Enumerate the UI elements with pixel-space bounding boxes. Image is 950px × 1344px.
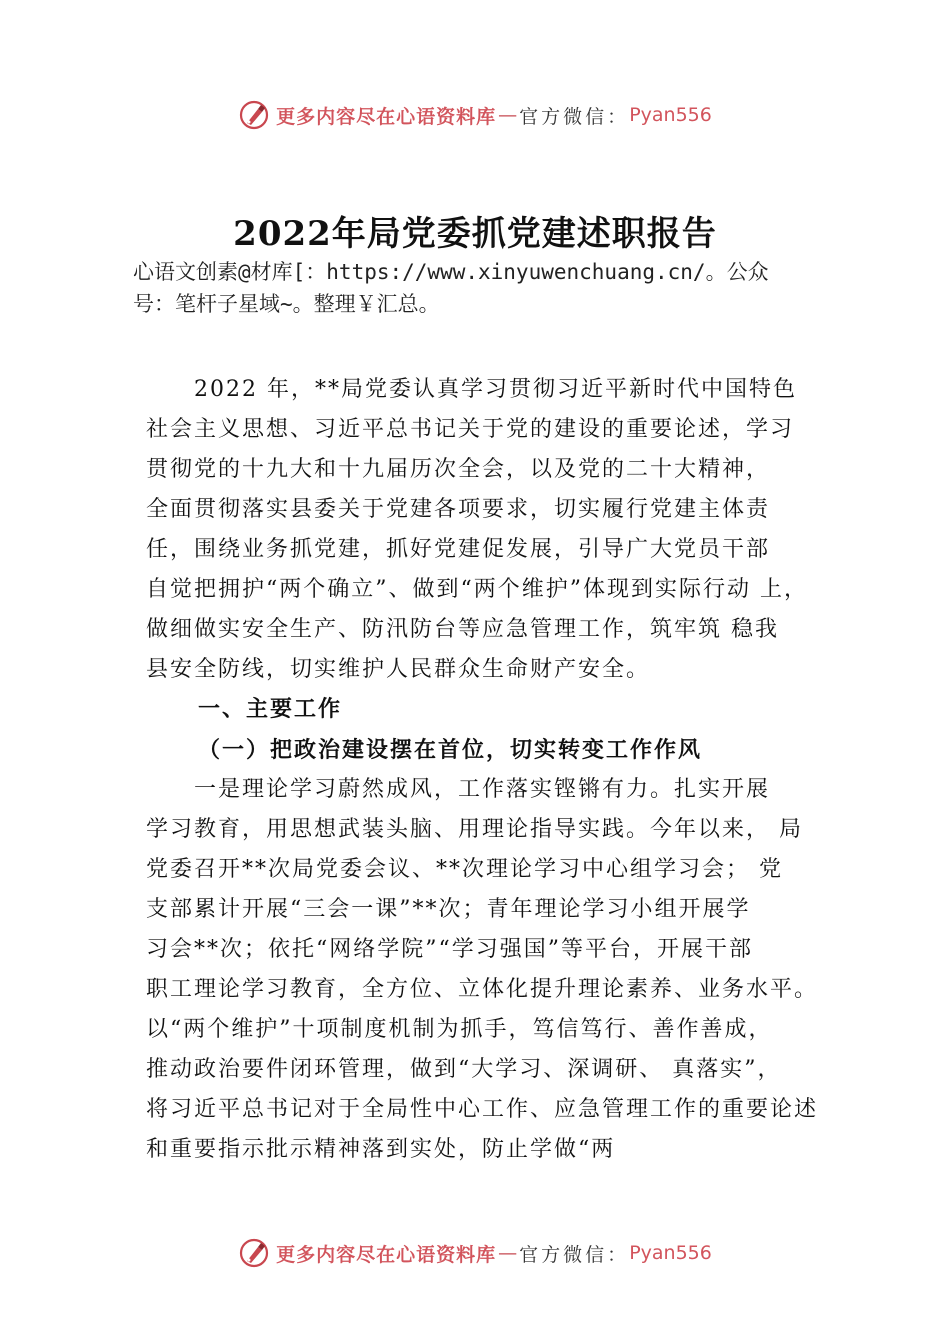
body-line: 职工理论学习教育，全方位、立体化提升理论素养、业务水平。 [146,977,819,1002]
watermark-separator: — [498,104,518,126]
watermark-brand: 更多内容尽在心语资料库 [276,105,497,128]
body-line: 推动政治要件闭环管理，做到“大学习、深调研、 真落实”， [146,1057,782,1082]
watermark-header [0,95,950,135]
watermark-separator: — [498,1242,518,1264]
section-heading: 一、主要工作 [198,697,343,722]
source-note [133,256,833,320]
watermark-footer [0,1233,950,1273]
body-line: 将习近平总书记对于全局性中心工作、应急管理工作的重要论述 [146,1097,819,1122]
body-line: 学习教育，用思想武装头脑、用理论指导实践。今年以来， 局 [146,817,803,842]
body-line: 习会**次；依托“网络学院”“学习强国”等平台，开展干部 [146,937,753,962]
pen-nib-logo-icon [238,1237,270,1269]
document-title: 2022年局党委抓党建述职报告 [233,214,717,254]
body-line: 县安全防线，切实维护人民群众生命财产安全。 [146,657,651,682]
watermark-brand: 更多内容尽在心语资料库 [276,1243,497,1266]
body-line: 和重要指示批示精神落到实处，防止学做“两 [146,1137,616,1162]
body-line: 支部累计开展“三会一课”**次；青年理论学习小组开展学 [146,897,751,922]
watermark-wechat-id: Pyan556 [629,1242,712,1264]
body-line: 社会主义思想、习近平总书记关于党的建设的重要论述，学习 [146,417,795,442]
watermark-wechat-id: Pyan556 [629,104,712,126]
watermark-wechat-label: 官方微信： [519,105,630,128]
body-line: 全面贯彻落实县委关于党建各项要求，切实履行党建主体责 [146,497,771,522]
body-line: 以“两个维护”十项制度机制为抓手，笃信笃行、善作善成， [146,1017,773,1042]
body-line: 党委召开**次局党委会议、**次理论学习中心组学习会； 党 [146,857,783,882]
body-line: 贯彻党的十九大和十九届历次全会，以及党的二十大精神， [146,457,771,482]
watermark-wechat-label: 官方微信： [519,1243,630,1266]
source-line-1: 心语文创素@材库[：https://www.xinyuwenchuang.cn/。公众 [133,260,769,284]
document-body [146,370,846,1170]
body-line: 一是理论学习蔚然成风，工作落实铿锵有力。扎实开展 [194,777,771,802]
source-line-2: 号：笔杆子星域~。整理￥汇总。 [133,292,440,316]
body-line: 做细做实安全生产、防汛防台等应急管理工作，筑牢筑 稳我 [146,617,779,642]
body-line: 自觉把拥护“两个确立”、做到“两个维护”体现到实际行动 上， [146,577,808,602]
pen-nib-logo-icon [238,99,270,131]
body-line: 任，围绕业务抓党建，抓好党建促发展，引导广大党员干部 [146,537,771,562]
subsection-heading: （一）把政治建设摆在首位，切实转变工作作风 [198,737,703,763]
body-line: 2022 年，**局党委认真学习贯彻习近平新时代中国特色 [194,377,797,402]
